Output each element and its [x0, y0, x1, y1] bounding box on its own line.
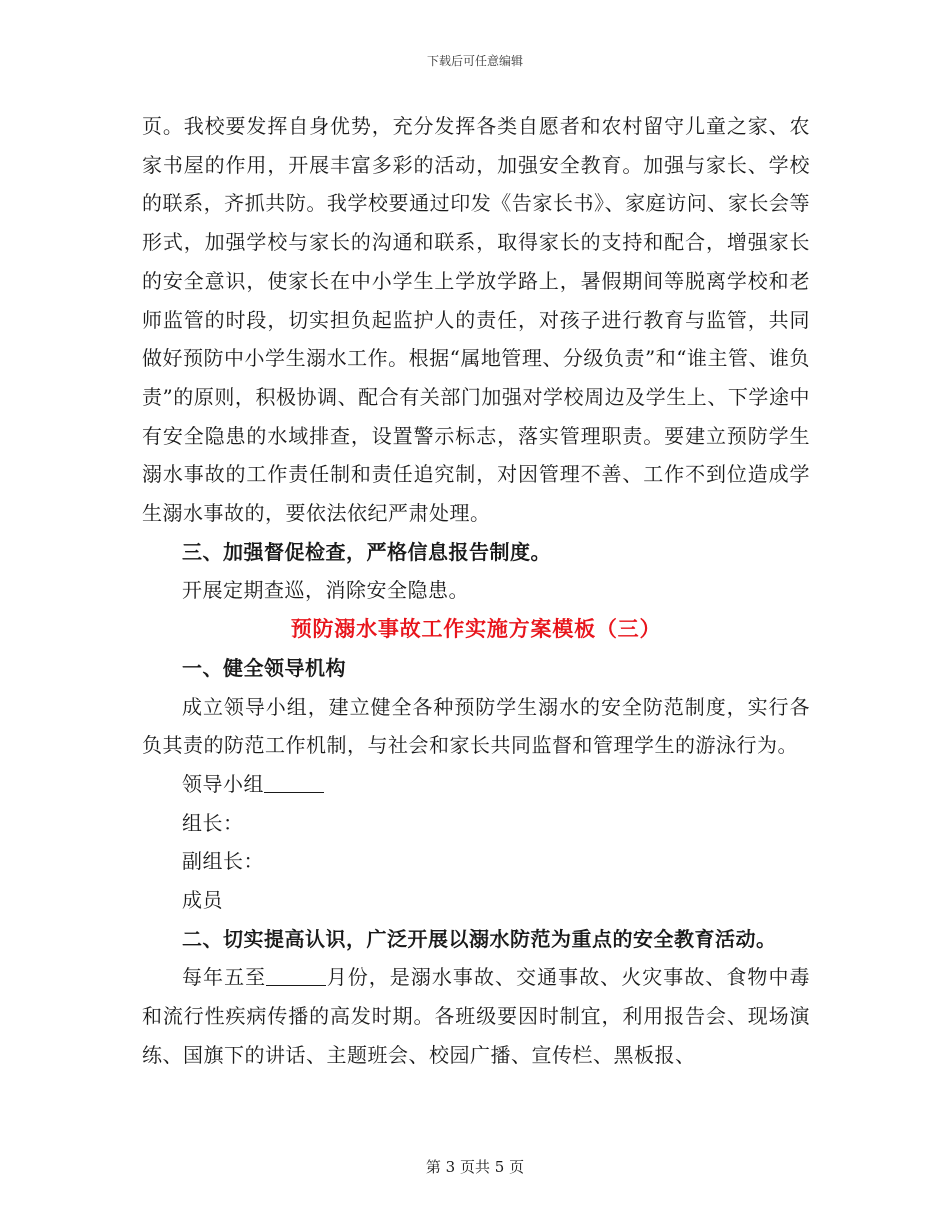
leader-group-blank — [264, 772, 324, 793]
page-footer: 第 3 页共 5 页 — [425, 1158, 525, 1176]
section-heading-3: 三、加强督促检查，严格信息报告制度。 — [182, 539, 551, 564]
section-heading-2: 二、切实提高认识，广泛开展以溺水防范为重点的安全教育活动。 — [182, 926, 777, 951]
paragraph-peak-season — [142, 958, 810, 1074]
month-blank — [266, 965, 326, 986]
document-body — [142, 107, 810, 1075]
paragraph-parent-involvement: 页。我校要发挥自身优势，充分发挥各类自愿者和农村留守儿童之家、农家书屋的作用，开展丰富多彩的活动，加强安全教育。加强与家长、学校的联系，齐抓共防。我学校要通过印发《告家长书》、家庭访问、家长会等形式，加强学校与家长的沟通和联系，取得家长的支持和配合，增强家长的安全意识，使家长在中小学生上学放学路上，暑假期间等脱离学校和老师监管的时段，切实担负起监护人的责任，对孩子进行教育与监管，共同做好预防中小学生溺水工作。根据“属地管理、分级负责”和“谁主管、谁负责”的原则，积极协调、配合有关部门加强对学校周边及学生上、下学途中有安全隐患的水域排查，设置警示标志，落实管理职责。要建立预防学生溺水事故的工作责任制和责任追究制，对因管理不善、工作不到位造成学生溺水事故的，要依法依纪严肃处理。 — [142, 114, 810, 526]
members-line: 成员 — [182, 888, 223, 913]
document-title: 预防溺水事故工作实施方案模板（三） — [290, 616, 662, 642]
leader-group-line — [142, 765, 810, 804]
paragraph-inspection: 开展定期查巡，消除安全隐患。 — [182, 578, 469, 603]
peak-season-text-before: 每年五至 — [182, 965, 267, 990]
page-header: 下载后可任意编辑 — [426, 54, 523, 68]
peak-season-text-after: 月份，是溺水事故、交通事故、火灾事故、食物中毒和流行性疾病传播的高发时期。各班级要因时制宜，利用报告会、现场演练、国旗下的讲话、主题班会、校园广播、宣传栏、黑板报、 — [142, 965, 811, 1067]
deputy-leader-line: 副组长： — [182, 849, 264, 874]
leader-group-label: 领导小组 — [182, 771, 264, 796]
paragraph-leadership: 成立领导小组，建立健全各种预防学生溺水的安全防范制度，实行各负其责的防范工作机制，与社会和家长共同监督和管理学生的游泳行为。 — [142, 694, 810, 758]
group-leader-line: 组长： — [182, 810, 244, 835]
section-heading-1: 一、健全领导机构 — [182, 655, 346, 680]
